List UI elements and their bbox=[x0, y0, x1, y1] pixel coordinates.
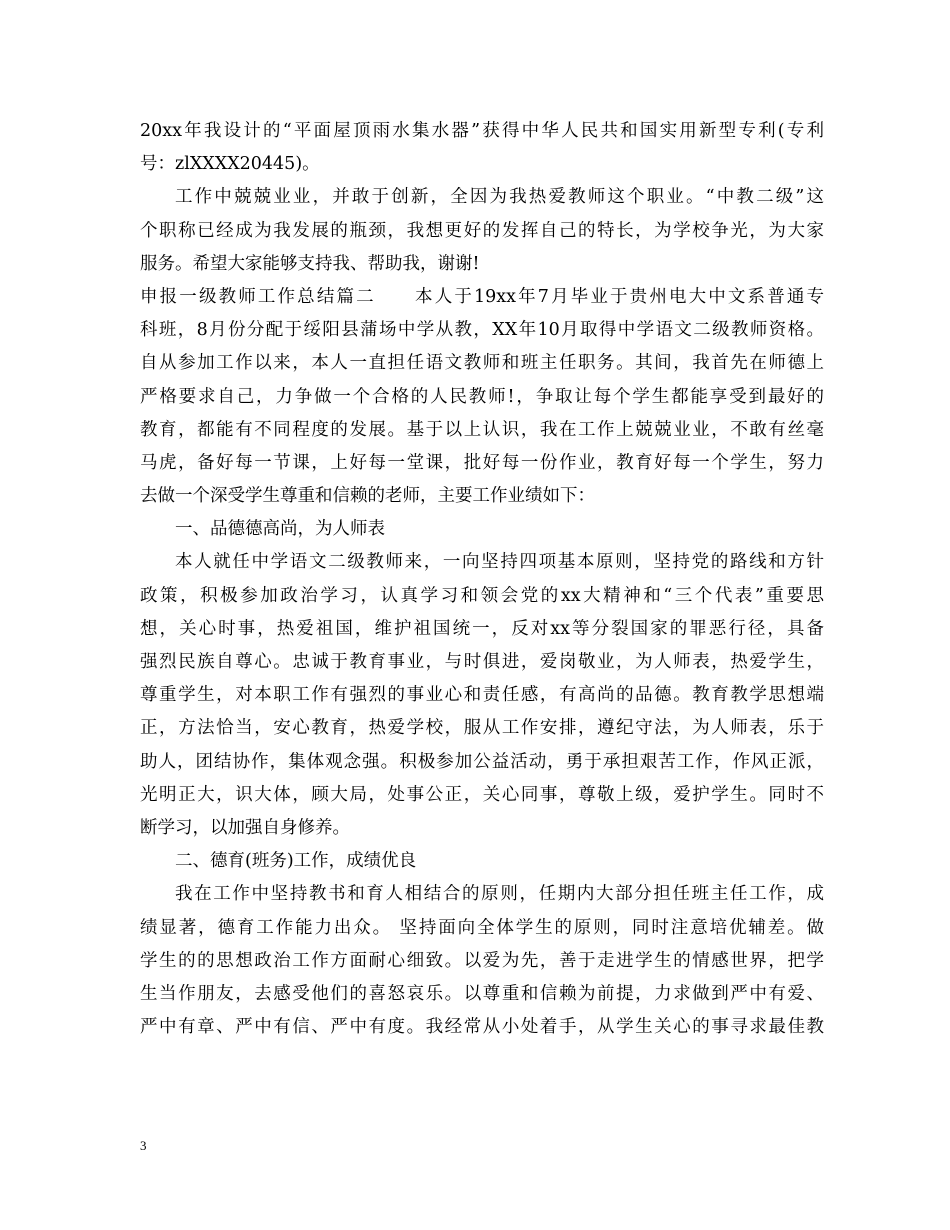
page-number: 3 bbox=[140, 1138, 147, 1153]
text-line: 学生的的思想政治工作方面耐心细致。以爱为先，善于走进学生的情感世界，把学 bbox=[140, 950, 824, 971]
text-line: 号：zlXXXX20445)。 bbox=[140, 154, 320, 175]
text-line: 严中有章、严中有信、严中有度。我经常从小处着手，从学生关心的事寻求最佳教 bbox=[140, 1017, 824, 1038]
text-line: 申报一级教师工作总结篇二 本人于19xx年7月毕业于贵州电大中文系普通专 bbox=[140, 286, 824, 307]
text-line: 强烈民族自尊心。忠诚于教育事业，与时俱进，爱岗敬业，为人师表，热爱学生， bbox=[140, 652, 824, 672]
text-line: 政策，积极参加政治学习，认真学习和领会党的xx大精神和“三个代表”重要思 bbox=[140, 585, 824, 606]
text-line: 去做一个深受学生尊重和信赖的老师，主要工作业绩如下： bbox=[140, 486, 595, 507]
text-line: 自从参加工作以来，本人一直担任语文教师和班主任职务。其间，我首先在师德上 bbox=[140, 353, 824, 374]
text-line: 本人就任中学语文二级教师来，一向坚持四项基本原则，坚持党的路线和方针 bbox=[175, 552, 824, 573]
text-line: 正，方法恰当，安心教育，热爱学校，服从工作安排，遵纪守法，为人师表，乐于 bbox=[140, 718, 824, 739]
text-line: 马虎，备好每一节课，上好每一堂课，批好每一份作业，教育好每一个学生，努力 bbox=[140, 452, 824, 473]
text-line: 教育，都能有不同程度的发展。基于以上认识，我在工作上兢兢业业，不敢有丝毫 bbox=[140, 419, 824, 440]
text-line: 想，关心时事，热爱祖国，维护祖国统一，反对xx等分裂国家的罪恶行径，具备 bbox=[140, 618, 824, 639]
text-line: 光明正大，识大体，顾大局，处事公正，关心同事，尊敬上级，爱护学生。同时不 bbox=[140, 784, 824, 805]
text-line: 我在工作中坚持教书和育人相结合的原则，任期内大部分担任班主任工作，成 bbox=[175, 884, 824, 905]
section-heading: 二、德育(班务)工作，成绩优良 bbox=[175, 851, 417, 872]
text-line: 20xx年我设计的“平面屋顶雨水集水器”获得中华人民共和国实用新型专利(专利 bbox=[140, 121, 824, 141]
text-line: 生当作朋友，去感受他们的喜怒哀乐。以尊重和信赖为前提，力求做到严中有爱、 bbox=[140, 983, 824, 1004]
text-line: 科班，8月份分配于绥阳县蒲场中学从教，XX年10月取得中学语文二级教师资格。 bbox=[140, 320, 824, 341]
section-heading: 一、品德德高尚，为人师表 bbox=[175, 519, 385, 540]
text-line: 个职称已经成为我发展的瓶颈，我想更好的发挥自己的特长，为学校争光，为大家 bbox=[140, 220, 824, 241]
text-line: 绩显著，德育工作能力出众。 坚持面向全体学生的原则，同时注意培优辅差。做 bbox=[140, 917, 824, 938]
text-line: 工作中兢兢业业，并敢于创新，全因为我热爱教师这个职业。“中教二级”这 bbox=[175, 187, 825, 208]
document-body bbox=[140, 115, 824, 1044]
text-line: 尊重学生，对本职工作有强烈的事业心和责任感，有高尚的品德。教育教学思想端 bbox=[140, 685, 824, 706]
text-line: 严格要求自己，力争做一个合格的人民教师!，争取让每个学生都能享受到最好的 bbox=[140, 386, 824, 407]
text-line: 助人，团结协作，集体观念强。积极参加公益活动，勇于承担艰苦工作，作风正派， bbox=[140, 751, 824, 772]
text-line: 服务。希望大家能够支持我、帮助我，谢谢! bbox=[140, 253, 480, 274]
text-line: 断学习，以加强自身修养。 bbox=[140, 817, 350, 838]
